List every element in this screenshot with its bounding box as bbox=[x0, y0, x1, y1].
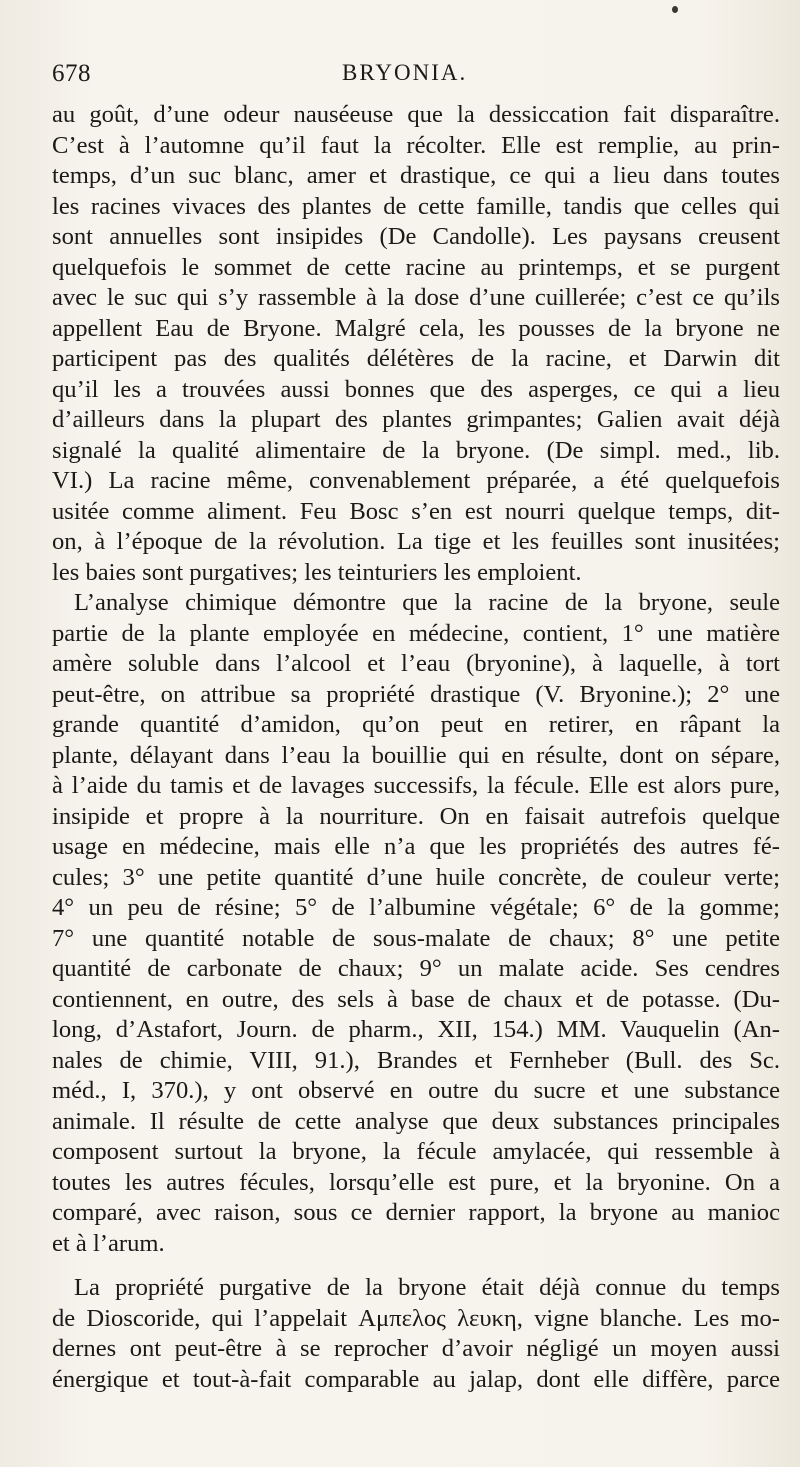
text-line: au goût, d’une odeur nauséeuse que la dessiccation fait disparaître. bbox=[52, 101, 780, 128]
text-line: L’analyse chimique démontre que la racine de la bryone, seule bbox=[74, 589, 780, 616]
text-line: grande quantité d’amidon, qu’on peut en retirer, en râpant la bbox=[52, 711, 780, 738]
text-line: usitée comme aliment. Feu Bosc s’en est nourri quelque temps, dit- bbox=[52, 497, 780, 525]
text-line: usage en médecine, mais elle n’a que les propriétés des autres fé- bbox=[52, 833, 780, 860]
text-line: La propriété purgative de la bryone était déjà connue du temps bbox=[74, 1274, 780, 1301]
text-line: comparé, avec raison, sous ce dernier rapport, la bryone au manioc bbox=[52, 1199, 780, 1226]
text-line: animale. Il résulte de cette analyse que deux substances principales bbox=[52, 1107, 780, 1135]
text-line: participent pas des qualités délétères de la racine, et Darwin dit bbox=[52, 345, 780, 372]
text-line: appellent Eau de Bryone. Malgré cela, les pousses de la bryone ne bbox=[52, 314, 780, 342]
page-header bbox=[52, 60, 752, 94]
text-line: sont annuelles sont insipides (De Candolle). Les paysans creusent bbox=[52, 223, 780, 250]
text-line: de Dioscoride, qui l’appelait Αμπελος λευκη, vigne blanche. Les mo- bbox=[52, 1304, 780, 1332]
text-line: temps, d’un suc blanc, amer et drastique, ce qui a lieu dans toutes bbox=[52, 162, 780, 189]
page-body bbox=[52, 100, 780, 1395]
paragraph bbox=[52, 588, 780, 1259]
text-line: énergique et tout-à-fait comparable au jalap, dont elle diffère, parce bbox=[52, 1365, 780, 1393]
text-line: cules; 3° une petite quantité d’une huile concrète, de couleur verte; bbox=[52, 863, 780, 891]
text-line: avec le suc qui s’y rassemble à la dose d’une cuillerée; c’est ce qu’ils bbox=[52, 284, 780, 311]
text-line: les racines vivaces des plantes de cette famille, tandis que celles qui bbox=[52, 192, 780, 220]
paragraph bbox=[52, 1273, 780, 1395]
text-line: 4° un peu de résine; 5° de l’albumine végétale; 6° de la gomme; bbox=[52, 894, 780, 921]
text-line: et à l’arum. bbox=[52, 1229, 165, 1257]
paragraph bbox=[52, 100, 780, 588]
paragraph-gap bbox=[52, 1259, 780, 1273]
text-line: amère soluble dans l’alcool et l’eau (bryonine), à laquelle, à tort bbox=[52, 650, 780, 677]
running-title: BRYONIA. bbox=[342, 60, 468, 85]
text-line: peut-être, on attribue sa propriété drastique (V. Bryonine.); 2° une bbox=[52, 680, 780, 708]
text-line: les baies sont purgatives; les teinturiers les emploient. bbox=[52, 558, 582, 586]
text-line: nales de chimie, VIII, 91.), Brandes et Fernheber (Bull. des Sc. bbox=[52, 1046, 780, 1074]
text-line: qu’il les a trouvées aussi bonnes que des asperges, ce qui a lieu bbox=[52, 375, 780, 403]
text-line: à l’aide du tamis et de lavages successifs, la fécule. Elle est alors pure, bbox=[52, 772, 780, 799]
text-line: méd., I, 370.), y ont observé en outre du sucre et une substance bbox=[52, 1077, 780, 1104]
text-line: C’est à l’automne qu’il faut la récolter. Elle est remplie, au prin- bbox=[52, 131, 780, 159]
text-line: 7° une quantité notable de sous-malate de chaux; 8° une petite bbox=[52, 924, 780, 952]
text-line: d’ailleurs dans la plupart des plantes grimpantes; Galien avait déjà bbox=[52, 406, 780, 433]
text-line: long, d’Astafort, Journ. de pharm., XII, 154.) MM. Vauquelin (An- bbox=[52, 1016, 780, 1043]
text-line: plante, délayant dans l’eau la bouillie qui en résulte, dont on sépare, bbox=[52, 741, 780, 769]
text-line: quantité de carbonate de chaux; 9° un malate acide. Ses cendres bbox=[52, 955, 780, 982]
text-line: signalé la qualité alimentaire de la bryone. (De simpl. med., lib. bbox=[52, 436, 780, 464]
text-line: VI.) La racine même, convenablement préparée, a été quelquefois bbox=[52, 467, 780, 494]
text-line: contiennent, en outre, des sels à base de chaux et de potasse. (Du- bbox=[52, 985, 780, 1013]
text-line: insipide et propre à la nourriture. On en faisait autrefois quelque bbox=[52, 802, 780, 830]
ink-speck bbox=[672, 6, 678, 13]
text-line: composent surtout la bryone, la fécule amylacée, qui ressemble à bbox=[52, 1138, 780, 1165]
text-line: toutes les autres fécules, lorsqu’elle est pure, et la bryonine. On a bbox=[52, 1168, 780, 1196]
text-line: partie de la plante employée en médecine, contient, 1° une matière bbox=[52, 619, 780, 647]
text-line: quelquefois le sommet de cette racine au printemps, et se purgent bbox=[52, 253, 780, 281]
text-line: on, à l’époque de la révolution. La tige et les feuilles sont inusitées; bbox=[52, 528, 780, 555]
text-line: dernes ont peut-être à se reprocher d’avoir négligé un moyen aussi bbox=[52, 1335, 780, 1362]
page-number: 678 bbox=[52, 60, 91, 87]
